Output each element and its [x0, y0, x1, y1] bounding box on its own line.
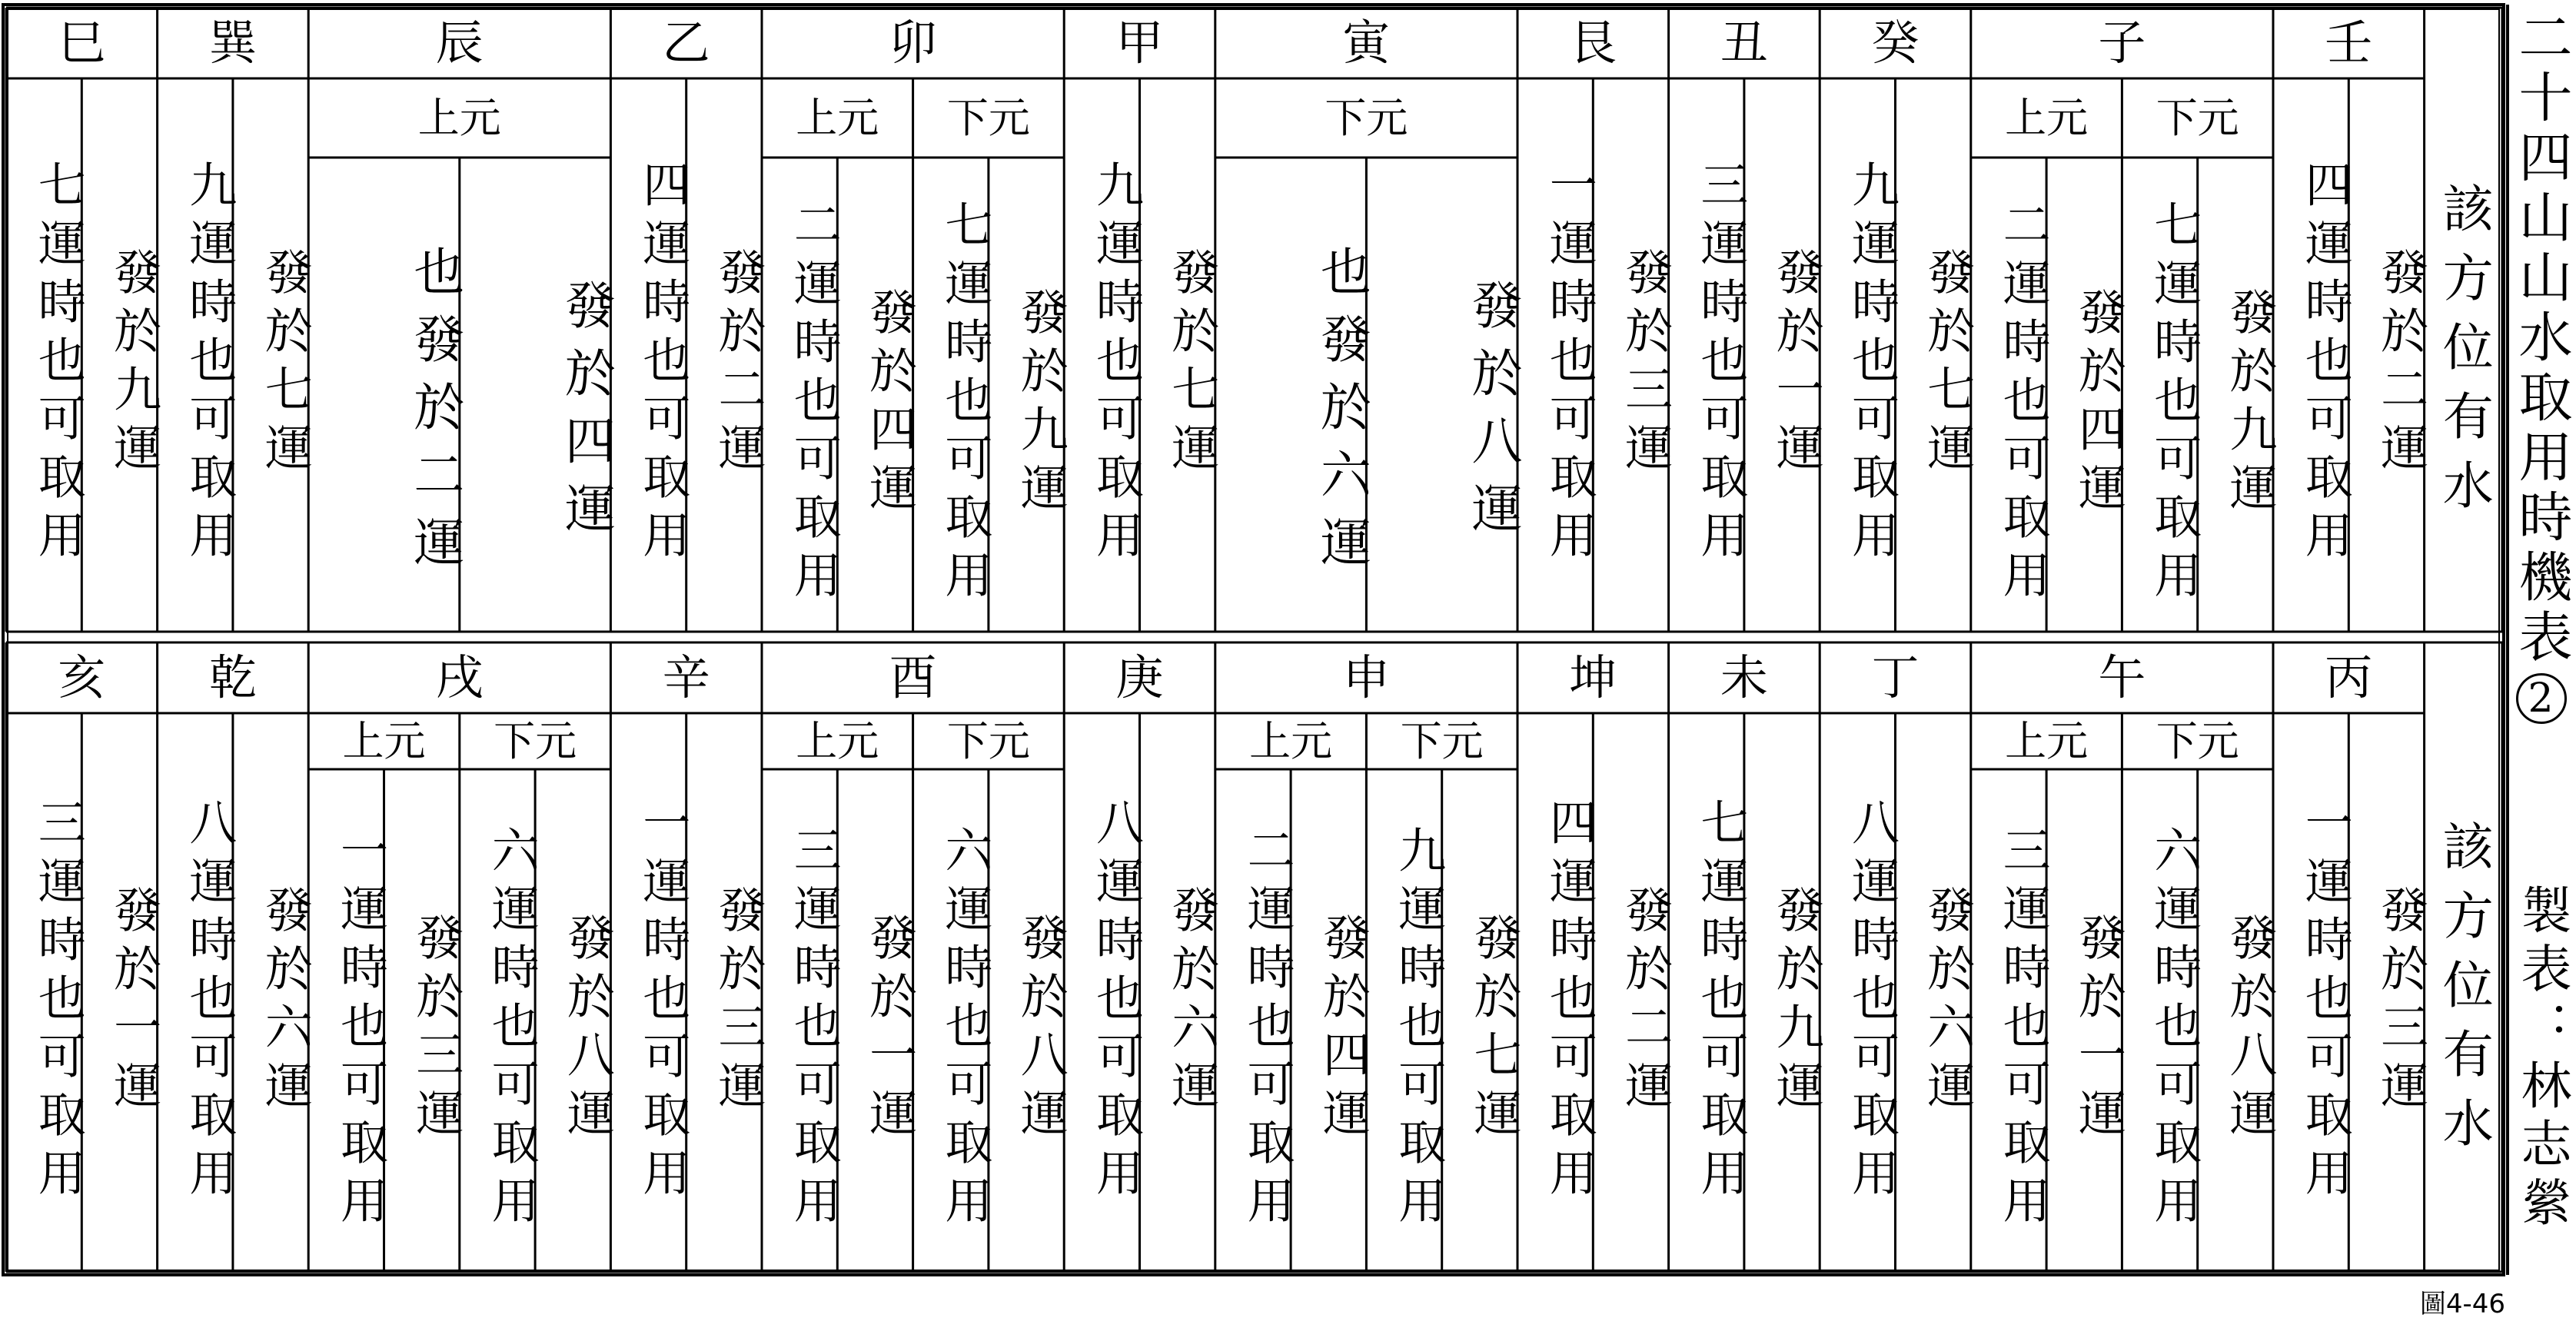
- prosper-cell: 發於六運: [1163, 885, 1220, 1119]
- mountain-name-丑: 丑: [1720, 15, 1768, 71]
- mountain-name-庚: 庚: [1115, 649, 1164, 705]
- yuan-label-upper: 上元: [342, 716, 426, 765]
- usage-cell: 三運時也可取用: [786, 825, 843, 1234]
- usage-cell: 六運時也可取用: [484, 825, 540, 1234]
- mountain-name-壬: 壬: [2325, 15, 2373, 71]
- usage-cell: 四運時也可取用: [1541, 797, 1598, 1206]
- prosper-cell: 發於四運: [861, 287, 918, 521]
- usage-cell: 三運時也可取用: [30, 797, 87, 1206]
- mountain-name-丁: 丁: [1871, 649, 1920, 705]
- usage-cell: 八運時也可取用: [181, 797, 238, 1206]
- usage-cell: 九運時也可取用: [1843, 160, 1900, 569]
- mountain-name-乙: 乙: [662, 15, 710, 71]
- mountain-name-辛: 辛: [662, 649, 710, 705]
- usage-cell: 八運時也可取用: [1088, 797, 1145, 1206]
- mountain-name-乾: 乾: [208, 649, 257, 705]
- prosper-cell: 發於二運: [1617, 885, 1674, 1119]
- prosper-cell: 發於七運: [1465, 913, 1522, 1147]
- yuan-label: 下元: [1325, 93, 1408, 142]
- usage-cell: 七運時也可取用: [936, 199, 993, 609]
- prosper-cell: 發於四運: [1315, 913, 1371, 1147]
- usage-cell: 六運時也可取用: [2146, 825, 2202, 1234]
- prosper-cell: 發於七運: [1919, 247, 1976, 481]
- prosper-cell: 發於一運: [2070, 913, 2127, 1147]
- yuan-label-lower: 下元: [2156, 93, 2239, 142]
- usage-cell: 一運時也可取用: [332, 825, 389, 1234]
- mountain-name-卯: 卯: [889, 15, 937, 71]
- prosper-cell: 發於九運: [105, 247, 162, 481]
- usage-cell: 七運時也可取用: [2146, 199, 2202, 609]
- prosper-cell: 發於一運: [861, 913, 918, 1147]
- usage-cell: 二運時也可取用: [1995, 199, 2052, 609]
- usage-cell: 四運時也可取用: [2297, 160, 2354, 569]
- usage-cell: 二運時也可取用: [786, 199, 843, 609]
- prosper-cell: 發於八運: [559, 913, 616, 1147]
- mountain-name-亥: 亥: [58, 649, 106, 705]
- mountain-name-丙: 丙: [2325, 649, 2373, 705]
- prosper-cell: 發於三運: [710, 885, 766, 1119]
- prosper-cell: 發於七運: [1163, 247, 1220, 481]
- side-label: 該方位有水: [2434, 819, 2494, 1166]
- prosper-cell: 發於三運: [407, 913, 464, 1147]
- prosper-cell: 發於三運: [2372, 885, 2429, 1119]
- yuan-label-lower: 下元: [494, 716, 577, 765]
- usage-cell: 八運時也可取用: [1843, 797, 1900, 1206]
- mountain-name-午: 午: [2098, 649, 2146, 705]
- mountain-name-癸: 癸: [1871, 15, 1920, 71]
- usage-cell: 九運時也可取用: [1390, 825, 1447, 1234]
- prosper-cell: 發於二運: [710, 247, 766, 481]
- title-number-badge: 2: [2516, 673, 2567, 724]
- side-label: 該方位有水: [2434, 182, 2494, 528]
- prosper-cell: 發於六運: [1919, 885, 1976, 1119]
- prosper-cell: 發於九運: [1012, 287, 1069, 521]
- usage-cell: 一運時也可取用: [634, 797, 691, 1206]
- mountain-name-子: 子: [2098, 15, 2146, 71]
- mountain-name-巳: 巳: [58, 15, 106, 71]
- usage-cell: 九運時也可取用: [1088, 160, 1145, 569]
- usage-cell: 一運時也可取用: [2297, 797, 2354, 1206]
- title-text: 二十四山山水取用時機表: [2510, 9, 2573, 669]
- mountain-name-酉: 酉: [889, 649, 937, 705]
- prosper-cell: 發於四運: [556, 278, 616, 549]
- prosper-cell: 發於九運: [1768, 885, 1825, 1119]
- mountain-name-戌: 戌: [435, 649, 484, 705]
- prosper-cell: 發於九運: [2221, 287, 2278, 521]
- yuan-label-upper: 上元: [796, 93, 879, 142]
- usage-cell: 七運時也可取用: [30, 160, 87, 569]
- usage-cell: 二運時也可取用: [1239, 825, 1296, 1234]
- yuan-label: 上元: [417, 93, 501, 142]
- prosper-cell: 發於八運: [1012, 913, 1069, 1147]
- prosper-cell: 發於八運: [2221, 913, 2278, 1147]
- yuan-label-lower: 下元: [946, 716, 1030, 765]
- yuan-label-upper: 上元: [1249, 716, 1333, 765]
- yuan-label-upper: 上元: [2005, 93, 2089, 142]
- usage-cell: 六運時也可取用: [936, 825, 993, 1234]
- usage-cell: 也發於二運: [404, 244, 464, 583]
- yuan-label-upper: 上元: [2005, 716, 2089, 765]
- mountain-name-坤: 坤: [1569, 649, 1617, 705]
- figure-label: 圖4-46: [2419, 1289, 2505, 1319]
- prosper-cell: 發於一運: [105, 885, 162, 1119]
- mountain-name-甲: 甲: [1115, 15, 1164, 71]
- yuan-label-lower: 下元: [946, 93, 1030, 142]
- usage-cell: 也發於六運: [1311, 244, 1371, 583]
- mountain-name-艮: 艮: [1569, 15, 1617, 71]
- mountain-name-辰: 辰: [435, 15, 484, 71]
- yuan-label-upper: 上元: [796, 716, 879, 765]
- usage-cell: 三運時也可取用: [1995, 825, 2052, 1234]
- yuan-label-lower: 下元: [1400, 716, 1484, 765]
- prosper-cell: 發於八運: [1462, 278, 1522, 549]
- prosper-cell: 發於四運: [2070, 287, 2127, 521]
- prosper-cell: 發於七運: [257, 247, 314, 481]
- usage-cell: 四運時也可取用: [634, 160, 691, 569]
- prosper-cell: 發於二運: [2372, 247, 2429, 481]
- table-maker: 製表：林志縈: [2512, 884, 2571, 1234]
- mountain-name-寅: 寅: [1342, 15, 1391, 71]
- mountain-name-未: 未: [1720, 649, 1768, 705]
- prosper-cell: 發於三運: [1617, 247, 1674, 481]
- usage-cell: 一運時也可取用: [1541, 160, 1598, 569]
- usage-cell: 三運時也可取用: [1692, 160, 1749, 569]
- prosper-cell: 發於六運: [257, 885, 314, 1119]
- yuan-label-lower: 下元: [2156, 716, 2239, 765]
- mountain-name-巽: 巽: [208, 15, 257, 71]
- prosper-cell: 發於一運: [1768, 247, 1825, 481]
- usage-cell: 七運時也可取用: [1692, 797, 1749, 1206]
- usage-cell: 九運時也可取用: [181, 160, 238, 569]
- mountain-name-申: 申: [1342, 649, 1391, 705]
